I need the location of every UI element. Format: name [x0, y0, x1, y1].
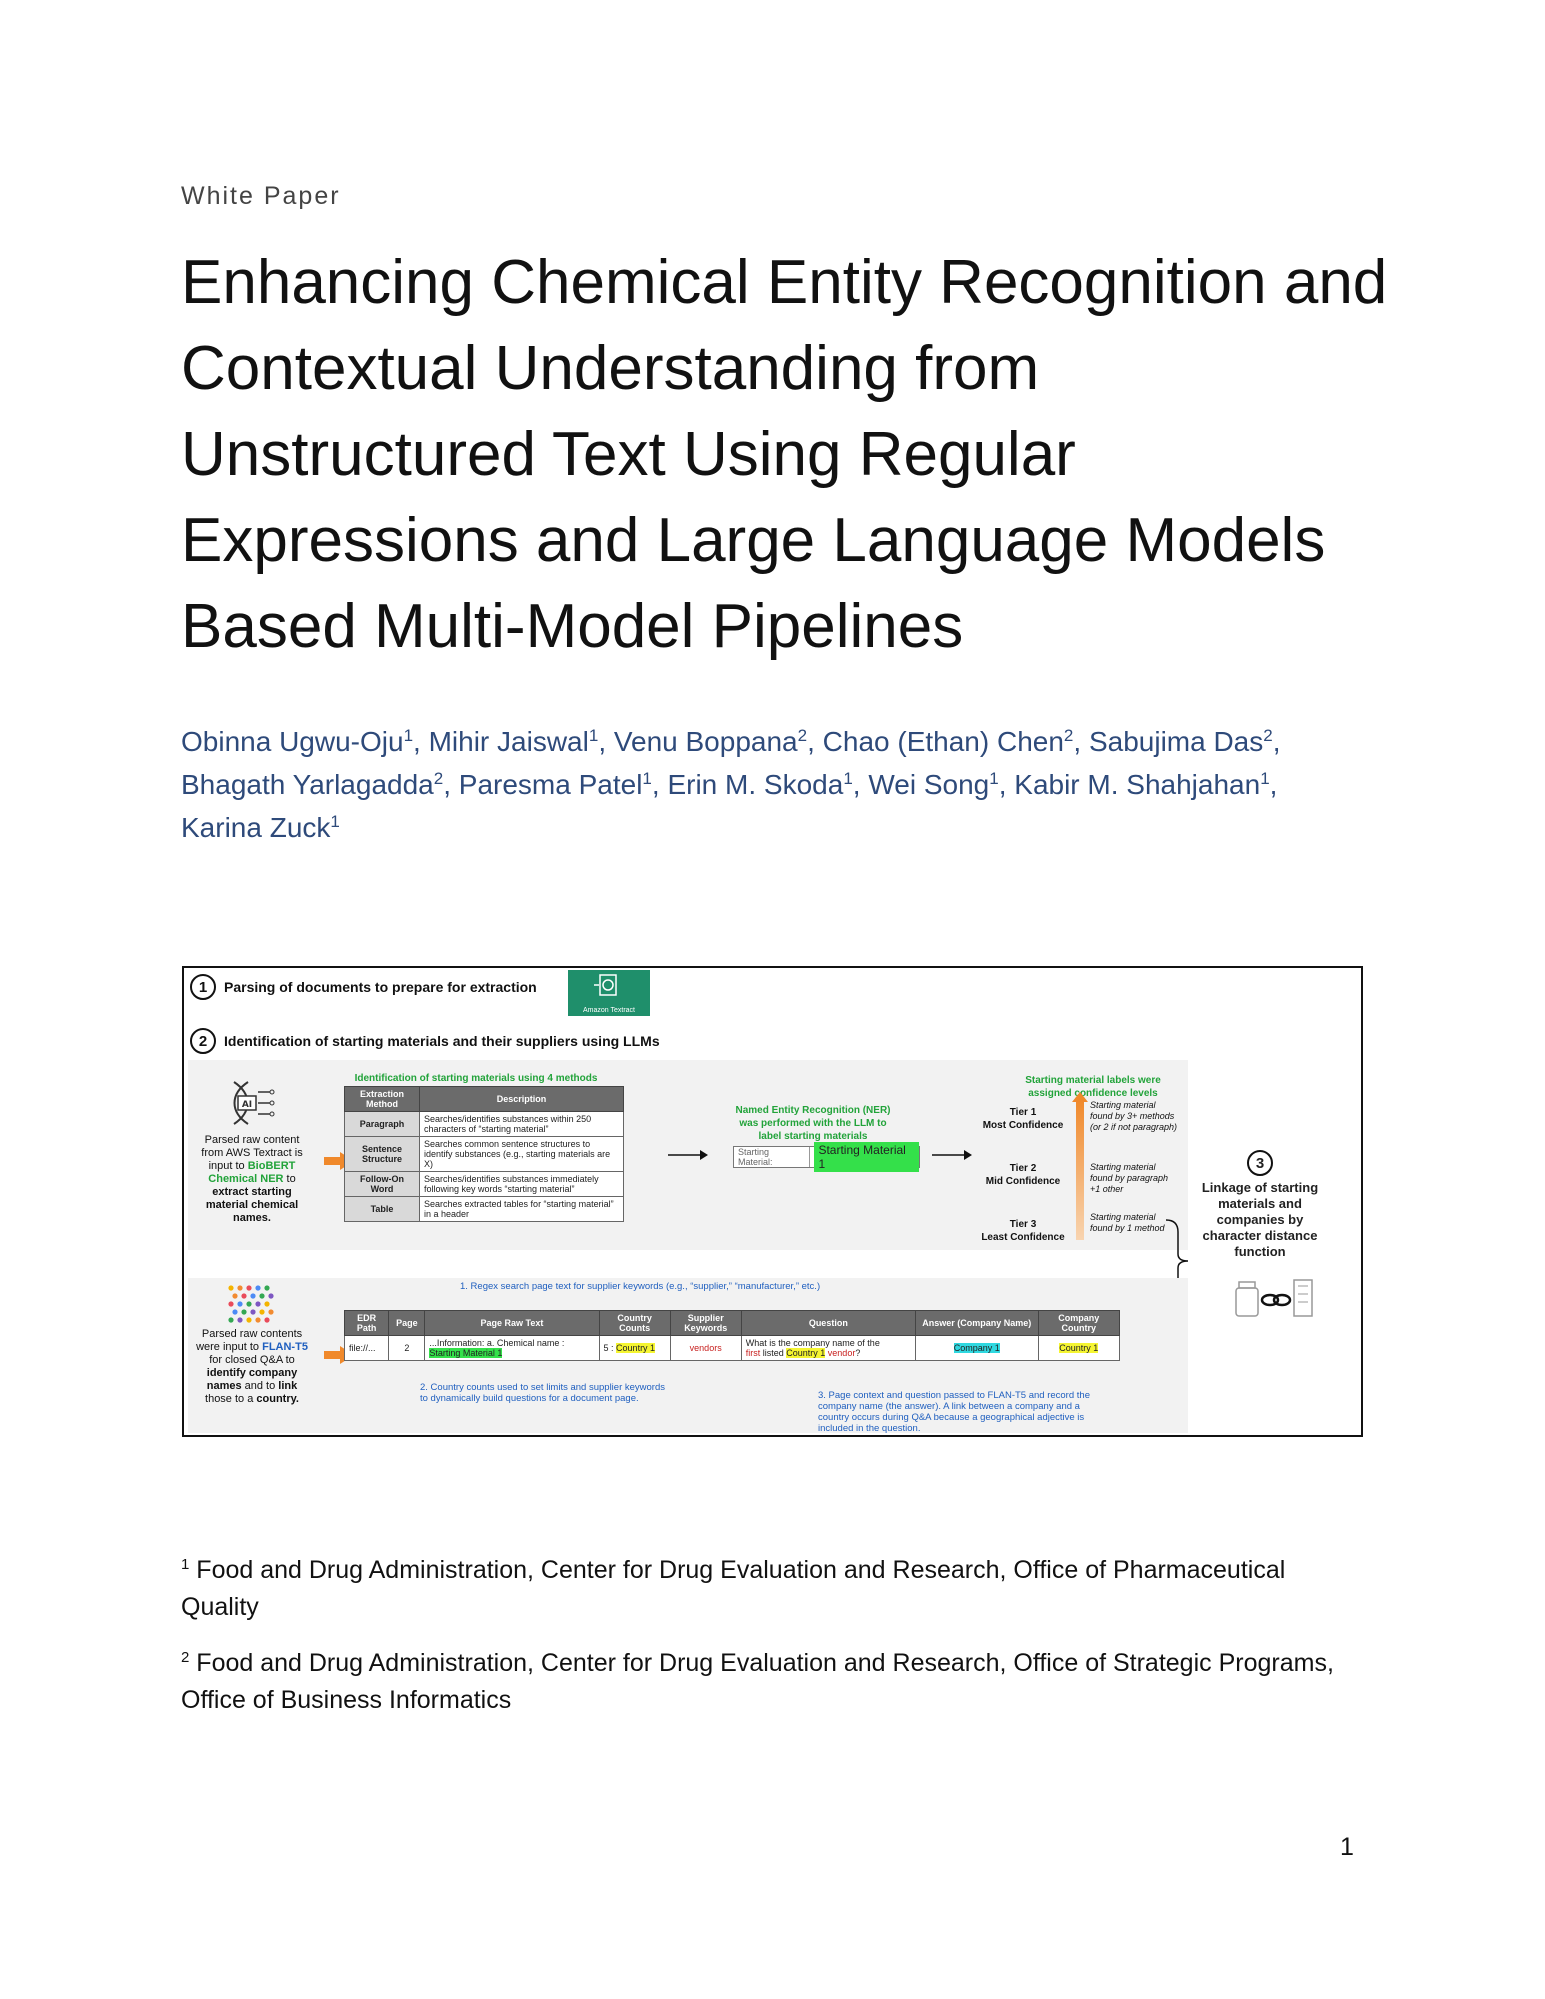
ner-panel — [188, 1060, 1188, 1250]
author-list — [181, 720, 1381, 849]
country-count-cell: 5 : Country 1 — [599, 1336, 670, 1361]
author: Obinna Ugwu-Oju$^1$, — [181, 726, 429, 757]
author: Chao (Ethan) Chen$^2$, — [822, 726, 1089, 757]
ner-title: Named Entity Recognition (NER) was performed with the LLM to label starting materials — [735, 1105, 891, 1142]
table-header: EDR Path — [345, 1311, 389, 1336]
logo-dot — [237, 1285, 242, 1290]
edr-path-cell: file://... — [345, 1336, 389, 1361]
logo-dot — [255, 1301, 260, 1306]
table-header: Description — [420, 1087, 624, 1112]
arrow-right-icon — [668, 1148, 708, 1162]
step-label: Parsing of documents to prepare for extraction — [224, 979, 537, 995]
logo-dot — [268, 1293, 273, 1298]
pipeline-figure — [182, 966, 1363, 1437]
step-1 — [190, 974, 537, 1000]
logo-dot — [246, 1285, 251, 1290]
answer-cell: Company 1 — [915, 1336, 1038, 1361]
company-country-cell: Country 1 — [1038, 1336, 1119, 1361]
logo-dot — [264, 1285, 269, 1290]
table-row: Follow-On Word Searches/identifies substances immediately following key words “starting material” — [345, 1172, 624, 1197]
ner-example-value: Starting Material 1 — [814, 1142, 919, 1172]
note-2: 2. Country counts used to set limits and supplier keywords to dynamically build questions for a document page. — [420, 1382, 666, 1404]
paper-title — [181, 240, 1388, 670]
logo-dot — [255, 1317, 260, 1322]
title-line: Expressions and Large Language Models — [181, 506, 1326, 575]
logo-dot — [246, 1317, 251, 1322]
author: Bhagath Yarlagadda$^2$, — [181, 769, 459, 800]
flan-t5-logo-icon — [224, 1282, 278, 1326]
table-row — [345, 1336, 1120, 1361]
step-label: Identification of starting materials and their suppliers using LLMs — [224, 1033, 660, 1049]
logo-dot — [228, 1317, 233, 1322]
table-header-row — [345, 1087, 624, 1112]
step-number: 1 — [190, 974, 216, 1000]
author: Sabujima Das$^2$, — [1088, 726, 1281, 757]
table-row: Paragraph Searches/identifies substances within 250 characters of “starting material” — [345, 1112, 624, 1137]
title-line: Based Multi-Model Pipelines — [181, 592, 964, 661]
logo-dot — [259, 1293, 264, 1298]
logo-dot — [264, 1317, 269, 1322]
logo-dot — [232, 1293, 237, 1298]
ner-example-label: Starting Material: — [734, 1147, 810, 1167]
author: Wei Song$^1$, — [868, 769, 1015, 800]
title-line: Unstructured Text Using Regular — [181, 420, 1076, 489]
ner-description: Parsed raw content from AWS Textract is input to BioBERT Chemical NER to extract starting material chemical names. — [201, 1134, 303, 1224]
textract-icon — [568, 970, 650, 1004]
amazon-textract-logo — [568, 970, 650, 1016]
page-number: 1 — [1340, 1833, 1354, 1861]
qa-description: Parsed raw contents were input to FLAN-T5 for closed Q&A to identify company names and to link those to a country. — [196, 1328, 308, 1405]
author: Erin M. Skoda$^1$, — [667, 769, 869, 800]
table-header: Question — [741, 1311, 915, 1336]
step-number: 3 — [1247, 1150, 1273, 1176]
qa-table — [344, 1310, 1120, 1361]
logo-dot — [237, 1317, 242, 1322]
confidence-gradient-bar — [1076, 1100, 1084, 1240]
logo-dot — [228, 1285, 233, 1290]
linkage-icon — [1230, 1274, 1320, 1322]
page-cell: 2 — [389, 1336, 425, 1361]
logo-dot — [241, 1293, 246, 1298]
document-label: White Paper — [181, 182, 341, 210]
tier-2-note: Starting material found by paragraph +1 other — [1090, 1162, 1169, 1194]
table-header: Extraction Method — [345, 1087, 420, 1112]
logo-caption: Amazon Textract — [582, 1007, 635, 1014]
arrow-right-icon — [932, 1148, 972, 1162]
table-header: Answer (Company Name) — [915, 1311, 1038, 1336]
ai-dna-icon — [226, 1078, 276, 1128]
logo-dot — [268, 1309, 273, 1314]
tier-1: Tier 1 Most Confidence — [982, 1107, 1064, 1131]
ner-example-box — [733, 1143, 920, 1171]
logo-dot — [232, 1309, 237, 1314]
logo-dot — [237, 1301, 242, 1306]
tier-2: Tier 2 Mid Confidence — [985, 1163, 1061, 1187]
svg-text:AI: AI — [241, 1100, 253, 1110]
author: Venu Boppana$^2$, — [613, 726, 823, 757]
confidence-arrow-head — [1072, 1092, 1088, 1102]
logo-dot — [250, 1309, 255, 1314]
author: Mihir Jaiswal$^1$, — [428, 726, 614, 757]
logo-dot — [255, 1285, 260, 1290]
supplier-keyword-cell: vendors — [670, 1336, 741, 1361]
tier-3-note: Starting material found by 1 method — [1090, 1212, 1165, 1233]
tier-1-note: Starting material found by 3+ methods (or 2 if not paragraph) — [1090, 1100, 1178, 1132]
logo-dot — [228, 1301, 233, 1306]
table-header: Company Country — [1038, 1311, 1119, 1336]
table-row: Table Searches extracted tables for “starting material” in a header — [345, 1197, 624, 1222]
step-2 — [190, 1028, 660, 1054]
title-line: Contextual Understanding from — [181, 334, 1040, 403]
author: Karina Zuck$^1$ — [181, 812, 340, 843]
table-row: Sentence Structure Searches common sentence structures to identify substances (e.g., starting materials are X) — [345, 1137, 624, 1172]
qa-panel — [188, 1278, 1188, 1433]
logo-dot — [241, 1309, 246, 1314]
logo-dot — [259, 1309, 264, 1314]
step-3 — [1190, 1150, 1330, 1260]
note-1: 1. Regex search page text for supplier keywords (e.g., “supplier,” “manufacturer,” etc.) — [460, 1281, 821, 1292]
table-header: Page — [389, 1311, 425, 1336]
table-header: Country Counts — [599, 1311, 670, 1336]
author: Paresma Patel$^1$, — [458, 769, 668, 800]
title-line: Enhancing Chemical Entity Recognition and — [181, 248, 1388, 317]
logo-dot — [246, 1301, 251, 1306]
step-number: 2 — [190, 1028, 216, 1054]
footnote: $^2$ Food and Drug Administration, Center for Drug Evaluation and Research, Office of Strategic Programs, Office of Business Informatics — [181, 1649, 1334, 1714]
confidence-title: Starting material labels were assigned confidence levels — [1025, 1075, 1161, 1099]
note-3: 3. Page context and question passed to FLAN-T5 and record the company name (the answer). A link between a company and a country occurs during Q&A because a geographical adjective is included in the question. — [818, 1390, 1090, 1434]
methods-title: Identification of starting materials using 4 methods — [354, 1073, 598, 1084]
question-cell: What is the company name of the first listed Country 1 vendor? — [741, 1336, 915, 1361]
table-header-row — [345, 1311, 1120, 1336]
raw-text-cell: ...Information: a. Chemical name : Starting Material 1 — [425, 1336, 599, 1361]
tier-3: Tier 3 Least Confidence — [981, 1219, 1065, 1243]
table-header: Page Raw Text — [425, 1311, 599, 1336]
step-label: Linkage of starting materials and companies by character distance function — [1201, 1180, 1319, 1259]
table-header: Supplier Keywords — [670, 1311, 741, 1336]
methods-table — [344, 1086, 624, 1222]
author: Kabir M. Shahjahan$^1$, — [1014, 769, 1278, 800]
logo-dot — [250, 1293, 255, 1298]
logo-dot — [264, 1301, 269, 1306]
footnote: $^1$ Food and Drug Administration, Center for Drug Evaluation and Research, Office of Pharmaceutical Quality — [181, 1556, 1286, 1621]
